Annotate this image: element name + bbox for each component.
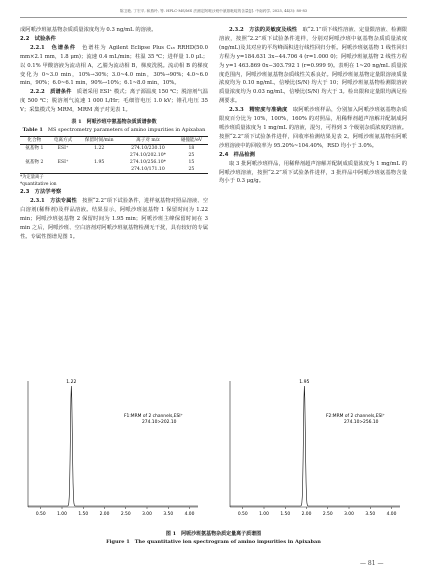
table-cell: 15 [188, 160, 195, 166]
x-tick-label: 0.50 [237, 512, 248, 517]
x-tick-label: 3.50 [163, 512, 174, 517]
x-tick-label: 4.00 [386, 512, 397, 517]
table-cell: 1.95 [94, 160, 105, 166]
x-tick-label: 1.50 [78, 512, 89, 517]
x-tick-label: 2.50 [120, 512, 131, 517]
table-caption [20, 119, 208, 134]
table-cell: 氨基物 1 [25, 146, 44, 152]
x-tick-label: 3.50 [365, 512, 376, 517]
table-label-en: Table 1 [22, 126, 43, 133]
x-tick-label: 3.00 [344, 512, 354, 517]
chromatogram-trace [230, 386, 400, 506]
table-cell: 274.10/256.10* [129, 160, 166, 166]
table-row [20, 152, 208, 159]
table-row [20, 159, 208, 166]
table-header-cell: 电离方式 [49, 137, 78, 145]
page-number: — 81 — [360, 560, 384, 567]
table-cell: 25 [188, 153, 195, 159]
trace-label: F1:MRM of 2 channels,ESI⁺ [124, 414, 183, 419]
table-cell: 274.10/230.10 [131, 146, 165, 152]
subsection-body: 色谱柱为 Agilent Eclipse Plus C₁₈ RRHD(50.0 mm×2.1 mm，1.8 μm)；流速 0.4 mL/min；柱温 35 ℃；进样量 1.0 μL；以 0.1% 甲酸溶液为流动相 A，乙腈为流动相 B，梯度洗脱。流动相 B 的梯度变化为 0~3.0 min，10%→30%；3.0~4.0 min，30%→90%；4.0~6.0 min，90%；6.0~6.1 min，90%→10%；6.1~8.0 min，10%。 [20, 44, 208, 87]
table-cell: ESI⁺ [57, 160, 69, 166]
left-column [20, 26, 208, 242]
x-tick-label: 2.50 [322, 512, 333, 517]
table-row [20, 166, 208, 174]
trace-ion: 274.10>256.10 [344, 420, 379, 425]
chromatogram-panel-2 [222, 371, 406, 521]
ms-parameter-table [20, 136, 208, 174]
paragraph [219, 26, 407, 106]
peak-label: 1.22 [66, 380, 77, 385]
table-cell: 25 [175, 166, 208, 174]
x-tick-label: 1.00 [57, 512, 67, 517]
subsection-title: 2.2.1 色谱条件 [30, 44, 76, 51]
peak-label: 1.95 [299, 380, 310, 385]
table-cell [77, 166, 121, 174]
table-cell [20, 152, 49, 159]
figure-label: 图 1 [165, 531, 177, 537]
section-heading: 2.2 试验条件 [20, 35, 56, 42]
table-cell: ESI⁺ [57, 146, 69, 152]
chromatogram-1 [20, 371, 204, 521]
x-tick-label: 3.00 [142, 512, 152, 517]
paragraph [219, 106, 407, 151]
table-title-en: MS spectrometry parameters of amino impurities in Apixaban [47, 126, 206, 133]
table-cell: 274.10/171.10 [121, 166, 175, 174]
section-heading: 2.3 方法学考察 [20, 189, 62, 196]
paragraph [20, 197, 208, 242]
x-tick-label: 0.50 [35, 512, 46, 517]
paragraph [20, 88, 208, 115]
right-column [219, 26, 407, 186]
subsection-title: 2.3.1 方法专属性 [30, 197, 77, 204]
table-cell: 18 [188, 146, 195, 152]
figure-title-en: The quantitative ion spectrogram of amino impurities in Apixaban [134, 539, 321, 545]
subsection-body: 质谱采用 ESI⁺ 模式；离子源温度 150 ℃；脱溶剂气温度 500 ℃；脱溶剂气流速 1 000 L/Hr；毛细管电压 1.0 kV；锥孔电压 35 V；采集模式为 MRM，MRM 离子对见表 1。 [20, 89, 209, 114]
table-header-row [20, 137, 208, 145]
subsection-title: 2.2.2 质谱条件 [30, 89, 72, 96]
table-cell [49, 166, 78, 174]
x-tick-label: 1.50 [280, 512, 291, 517]
table-cell: 1.22 [94, 146, 105, 152]
figure-caption [20, 530, 407, 546]
figure-title-zh: 阿哌沙班氨基物杂质定量离子质谱图 [181, 531, 262, 537]
table-header-cell: 碰撞能/eV [175, 137, 208, 145]
table-header-cell: 离子对 m/z [121, 137, 175, 145]
table-header-cell: 保留时间/min [77, 137, 121, 145]
table-cell: 氨基物 2 [25, 160, 44, 166]
table-note-en: *quantitative ion [20, 182, 57, 188]
paragraph: 取 3 批阿哌沙班样品，用稀释剂超声溶解并配制成质量浓度为 1 mg/mL 的阿哌沙班溶液，按照“2.2”项下试验条件进样，3 批样品中阿哌沙班氨基物含量均小于 0.3 μg/g。 [219, 160, 407, 185]
table-cell [77, 152, 121, 159]
trace-label: F2:MRM of 2 channels,ESI⁺ [326, 414, 385, 419]
running-header: 陈卫艳, 丁宏平, 和燕玲, 等. HPLC-MS/MS 法测定阿哌沙班中氨基吡啶的含量[J]. 中南药学, 2025, 44(3): 80-83 [20, 9, 407, 18]
section-heading: 2.4 样品检测 [219, 151, 255, 158]
chromatogram-panel-1 [20, 371, 204, 521]
x-tick-label: 4.00 [184, 512, 195, 517]
subsection-body: 按照“2.2”项下试验条件，进样氨基物对照品溶液、空白溶剂(稀释剂)及样品溶液。结果显示，阿哌沙班氨基物 1 保留时间为 1.22 min；阿哌沙班氨基物 2 保留时间为 1.95 min；阿哌沙班主峰保留时间在 3 min 之后，阿哌沙班、空白溶剂对阿哌沙班氨基物检测无干扰，具有较好的专属性。专属性图谱见图 1。 [20, 197, 208, 240]
x-tick-label: 1.00 [259, 512, 269, 517]
table-cell [20, 166, 49, 174]
table-note: *为定量离子 [20, 175, 44, 181]
table-cell [49, 152, 78, 159]
table-header-cell: 化合物 [20, 137, 49, 145]
chromatogram-2 [222, 371, 406, 521]
subsection-body: 取阿哌沙班样品，分别加入阿哌沙班氨基物杂质限度百分比为 10%，100%，160% 的对照品，用稀释剂超声溶解并配制成阿哌沙班质量浓度为 1 mg/mL 的溶液，混匀，可得到 3 个级别杂质浓度的溶液。按照“2.2”项下试验条件进样，回收率检测结果见表 2。阿哌沙班氨基物在阿哌沙班溶液中的回收率为 95.20%~104.40%，RSD 均小于 3.0%。 [219, 107, 407, 149]
paragraph: 成阿哌沙班氨基物杂质质量浓度均为 0.3 ng/mL 的溶液。 [20, 27, 157, 33]
table-cell: 274.10/202.10* [129, 153, 166, 159]
x-tick-label: 2.00 [301, 512, 312, 517]
figure-label-en: Figure 1 [106, 539, 130, 545]
table-label: 表 1 [71, 119, 82, 126]
subsection-body: 取“2.1”项下线性溶液、定量限溶液、检测限溶液，按照“2.2”项下试验条件进样，分别对阿哌沙班中氨基物杂质质量浓度(ng/mL)及其对应的平均峰面积进行线性回归分析。阿哌沙班氨基物 1 线性回归方程为 y=184.631 3x−44.706 4 (r=1.000 0)；阿哌沙班氨基物 2 线性方程为 y=1 463.869 0x−303.792 1 (r=0.999 9)。表明在 1~20 ng/mL 质量浓度范围内，阿哌沙班氨基物杂质线性关系良好。阿哌沙班氨基物定量限溶液质量浓度均为 0.10 ng/mL，信噪比(S/N) 均大于 10；阿哌沙班氨基物检测限溶液质量浓度均为 0.03 ng/mL，信噪比(S/N) 均大于 3。检出限和定量限均满足检测要求。 [219, 27, 407, 105]
x-tick-label: 2.00 [99, 512, 110, 517]
chromatogram-trace [28, 386, 198, 506]
subsection-title: 2.3.3 精密度与准确度 [229, 107, 288, 114]
trace-ion: 274.10>202.10 [142, 420, 177, 425]
table-row [20, 145, 208, 153]
subsection-title: 2.3.2 方法的灵敏度及线性 [229, 27, 298, 33]
table-title-zh: 阿哌沙班中氨基物杂质质谱参数 [86, 119, 157, 126]
figure-1 [20, 371, 407, 529]
paragraph [20, 44, 208, 89]
